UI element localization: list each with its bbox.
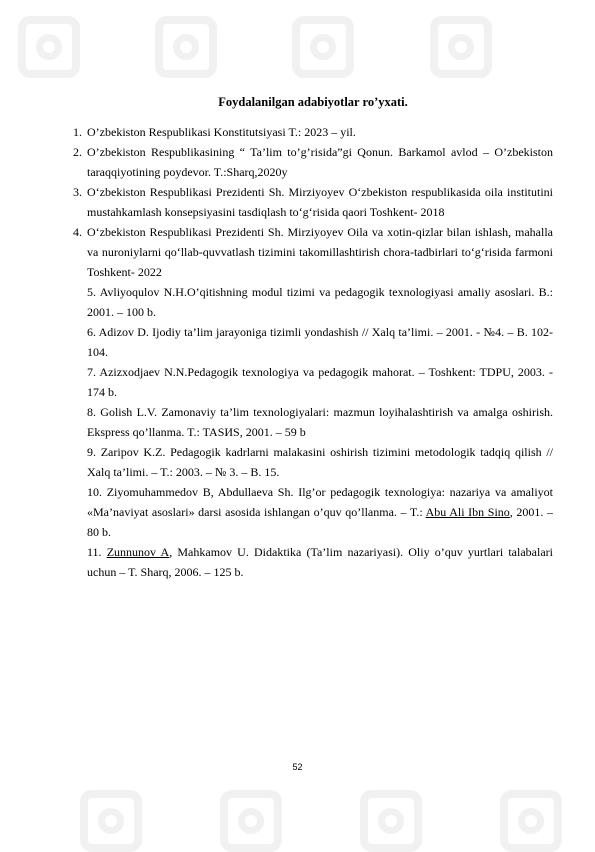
reference-item: 9. Zaripov K.Z. Pedagogik kadrlarni malakasini oshirish tizimini metodologik tadqiq qilish // Xalq ta’limi. – T.: 2003. – № 3. – B. 15. <box>87 445 553 479</box>
list-item <box>73 122 553 142</box>
list-number: 4. <box>73 225 82 239</box>
watermark-logo <box>292 16 354 78</box>
reference-link[interactable]: Zunnunov A <box>106 545 170 559</box>
reference-item <box>73 542 553 582</box>
list-item <box>73 182 553 222</box>
list-text: O’zbekiston Respublikasi Konstitutsiyasi T.: 2023 – yil. <box>87 125 356 139</box>
reference-item: 7. Azizxodjaev N.N.Pedagogik texnologiya va pedagogik mahorat. – Toshkent: TDPU, 2003. - 174 b. <box>87 365 553 399</box>
page-number: 52 <box>292 762 303 772</box>
list-number: 2. <box>73 145 82 159</box>
reference-item <box>73 482 553 542</box>
list-number: 3. <box>73 185 82 199</box>
list-number: 1. <box>73 125 82 139</box>
reference-link[interactable]: Abu Ali Ibn Sino <box>425 505 510 519</box>
reference-text: , Mahkamov U. Didaktika (Ta’lim nazariyasi). Oliy o’quv yurtlari talabalari uchun – T. Sharq, 2006. – 125 b. <box>87 545 553 579</box>
list-item <box>73 222 553 282</box>
watermark-logo <box>500 790 562 852</box>
document-page <box>73 92 553 582</box>
watermark-logo <box>360 790 422 852</box>
watermark-logo <box>155 16 217 78</box>
watermark-logo <box>18 16 80 78</box>
reference-item: 8. Golish L.V. Zamonaviy ta’lim texnologiyalari: mazmun loyihalashtirish va amalga oshirish. Ekspress qo’llanma. T.: TASИS, 2001. – 59 b <box>87 405 553 439</box>
watermark-logo <box>220 790 282 852</box>
list-text: O‘zbekiston Respublikasi Prezidenti Sh. Mirziyoyev O‘zbekiston respublikasida oila institutini mustahkamlash konsepsiyasini tasdiqlash to‘g‘risida qaori Toshkent- 2018 <box>87 185 553 219</box>
page-title: Foydalanilgan adabiyotlar ro’yxati. <box>218 95 408 109</box>
list-text: O’zbekiston Respublikasining “ Ta’lim to’g’risida”gi Qonun. Barkamol avlod – O’zbekiston taraqqiyotining poydevor. T.:Sharq,2020y <box>87 145 553 179</box>
reference-item: 6. Adizov D. Ijodiy ta’lim jarayoniga tizimli yondashish // Xalq ta’limi. – 2001. - №4. – B. 102-104. <box>87 325 553 359</box>
list-item <box>73 142 553 182</box>
numbered-list <box>73 122 553 282</box>
reference-item: 5. Avliyoqulov N.H.O’qitishning modul tizimi va pedagogik texnologiyasi amaliy asoslari. B.: 2001. – 100 b. <box>87 285 553 319</box>
reference-text: 10. Ziyomuhammedov B, Abdullaeva Sh. Ilg’or pedagogik texnologiya: nazariya va amaliyot «Ma’naviyat asoslari» darsi asosida ishlangan o’quv qo’llanma. – T.: <box>87 485 553 519</box>
list-text: O‘zbekiston Respublikasi Prezidenti Sh. Mirziyoyev Oila va xotin-qizlar bilan ishlash, mahalla va nuroniylarni qo‘llab-quvvatlash tizimini takomillashtirish chora-tadbirlari to‘g‘risida farmoni Toshkent- 2022 <box>87 225 553 279</box>
watermark-logo <box>80 790 142 852</box>
reference-text: 11. <box>87 545 107 559</box>
reference-text: , 2001. – 80 b. <box>87 505 554 539</box>
watermark-logo <box>430 16 492 78</box>
